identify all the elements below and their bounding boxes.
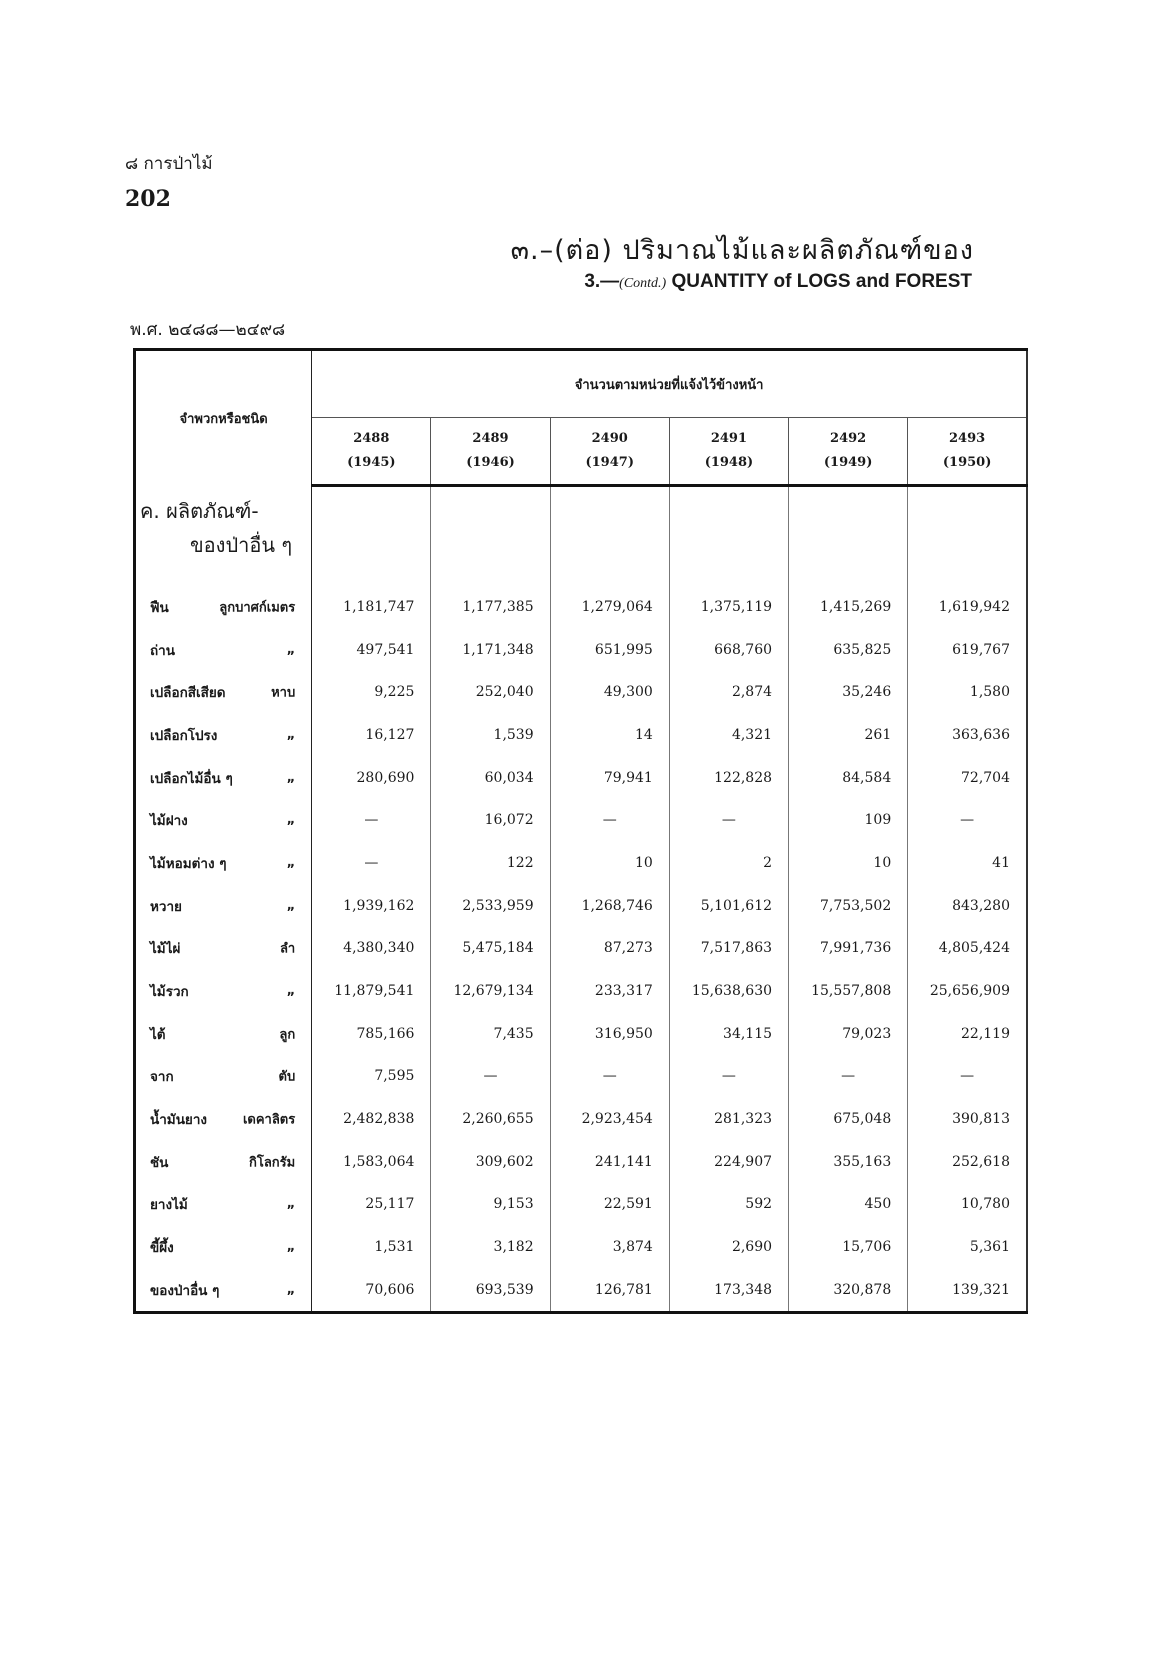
row-category	[135, 970, 312, 1013]
row-name: ยางไม้	[150, 1197, 188, 1214]
table-row	[135, 586, 1028, 629]
value-cell: 9,225	[312, 671, 431, 714]
value-cell: 693,539	[431, 1269, 550, 1313]
year-buddhist-era: 2491	[710, 431, 748, 446]
section-heading-line2: ของป่าอื่น ๆ	[190, 532, 293, 557]
value-cell: 675,048	[789, 1098, 908, 1141]
value-cell: 1,375,119	[669, 586, 788, 629]
value-cell: 16,127	[312, 714, 431, 757]
value-cell: —	[431, 1055, 550, 1098]
value-cell: 84,584	[789, 756, 908, 799]
table-row	[135, 1012, 1028, 1055]
row-category	[135, 1012, 312, 1055]
value-cell: 1,268,746	[550, 884, 669, 927]
value-cell: 668,760	[669, 628, 788, 671]
row-name: ไม้ฝาง	[150, 813, 188, 830]
value-cell: 41	[992, 854, 1010, 871]
value-cell: 70,606	[312, 1269, 431, 1313]
value-cell: —	[789, 1055, 908, 1098]
table-row	[135, 1098, 1028, 1141]
row-unit: „	[286, 770, 296, 786]
value-cell: 10	[789, 842, 908, 885]
table-title-text: QUANTITY of LOGS and FOREST	[671, 271, 972, 292]
year-common-era: (1947)	[585, 455, 634, 470]
row-category	[135, 586, 312, 629]
row-name: ไต้	[150, 1026, 166, 1043]
value-cell: 122,828	[669, 756, 788, 799]
row-unit: „	[286, 898, 296, 914]
table-row	[135, 714, 1028, 757]
value-cell: 2,533,959	[431, 884, 550, 927]
row-name: ไม้รวก	[150, 984, 189, 1001]
value-cell: 7,517,863	[669, 927, 788, 970]
value-cell: 173,348	[669, 1269, 788, 1313]
row-name: จาก	[150, 1069, 174, 1086]
value-cell: 25,117	[312, 1183, 431, 1226]
value-cell: 281,323	[669, 1098, 788, 1141]
row-unit: „	[286, 983, 296, 999]
year-header	[789, 418, 908, 486]
value-cell: —	[550, 1055, 669, 1098]
value-cell: 363,636	[952, 726, 1010, 743]
row-category	[135, 1140, 312, 1183]
value-cell: 7,991,736	[789, 927, 908, 970]
row-name: เปลือกสีเสียด	[150, 685, 226, 702]
row-category	[135, 842, 312, 885]
row-name: ไม้ไผ่	[150, 941, 181, 958]
value-cell: 3,874	[550, 1226, 669, 1269]
row-category	[135, 884, 312, 927]
value-cell: 3,182	[431, 1226, 550, 1269]
year-buddhist-era: 2489	[472, 431, 509, 446]
value-cell: —	[550, 799, 669, 842]
value-cell: 4,380,340	[312, 927, 431, 970]
value-cell: 1,583,064	[312, 1140, 431, 1183]
table-row	[135, 1183, 1028, 1226]
row-name: หวาย	[150, 898, 182, 915]
value-cell: 35,246	[789, 671, 908, 714]
row-name: ฟืน	[150, 599, 169, 616]
value-cell: 79,941	[550, 756, 669, 799]
year-common-era: (1950)	[942, 455, 992, 470]
year-header	[312, 418, 431, 486]
value-cell: 1,531	[312, 1226, 431, 1269]
row-name: น้ำมันยาง	[150, 1112, 208, 1129]
continued-label: (Contd.)	[619, 276, 667, 291]
value-cell: 4,321	[669, 714, 788, 757]
value-cell: —	[669, 799, 788, 842]
value-cell: 1,580	[969, 684, 1010, 701]
row-unit: „	[286, 1196, 296, 1212]
year-buddhist-era: 2490	[591, 431, 628, 446]
value-cell: 14	[550, 714, 669, 757]
era-range: พ.ศ. ๒๔๘๘—๒๔๙๘	[130, 320, 286, 340]
value-cell: 224,907	[669, 1140, 788, 1183]
table-row	[135, 1055, 1028, 1098]
value-cell: 15,638,630	[669, 970, 788, 1013]
year-common-era: (1949)	[823, 455, 873, 470]
value-cell: 22,591	[550, 1183, 669, 1226]
year-buddhist-era: 2488	[353, 431, 390, 446]
year-buddhist-era: 2492	[830, 431, 867, 446]
value-cell: 309,602	[431, 1140, 550, 1183]
value-cell: 5,101,612	[669, 884, 788, 927]
value-cell: 7,435	[431, 1012, 550, 1055]
table-row	[135, 799, 1028, 842]
row-unit: เดคาลิตร	[242, 1112, 296, 1128]
row-unit: „	[286, 1282, 296, 1298]
value-cell: 72,704	[961, 769, 1010, 786]
row-category	[135, 671, 312, 714]
value-cell: 139,321	[952, 1281, 1010, 1298]
row-category	[135, 799, 312, 842]
row-category	[135, 756, 312, 799]
value-cell: 785,166	[312, 1012, 431, 1055]
table-row	[135, 1269, 1028, 1313]
table-row	[135, 671, 1028, 714]
value-cell: —	[312, 842, 431, 885]
table-row	[135, 756, 1028, 799]
value-cell: 4,805,424	[938, 940, 1010, 957]
table-row	[135, 970, 1028, 1013]
row-category	[135, 714, 312, 757]
value-cell: 635,825	[789, 628, 908, 671]
value-cell: 1,171,348	[431, 628, 550, 671]
value-cell: 10	[550, 842, 669, 885]
section-row	[135, 486, 1028, 586]
value-cell: 5,475,184	[431, 927, 550, 970]
value-cell: 12,679,134	[431, 970, 550, 1013]
section-heading	[135, 486, 312, 586]
row-name: ชัน	[150, 1154, 169, 1171]
row-category	[135, 927, 312, 970]
row-category	[135, 1226, 312, 1269]
row-category	[135, 1098, 312, 1141]
value-cell: 87,273	[550, 927, 669, 970]
row-unit: „	[286, 727, 296, 743]
table-row	[135, 927, 1028, 970]
value-cell: 843,280	[952, 897, 1010, 914]
value-cell: 15,557,808	[789, 970, 908, 1013]
year-header	[669, 418, 788, 486]
value-cell: 651,995	[550, 628, 669, 671]
value-cell: 280,690	[312, 756, 431, 799]
value-cell: 122	[431, 842, 550, 885]
row-name: เปลือกโปรง	[150, 727, 218, 744]
table-row	[135, 884, 1028, 927]
value-cell: —	[669, 1055, 788, 1098]
row-unit: „	[286, 1239, 296, 1255]
value-cell: 320,878	[789, 1269, 908, 1313]
year-common-era: (1945)	[347, 455, 396, 470]
value-cell: 22,119	[961, 1025, 1010, 1042]
value-cell: 1,539	[431, 714, 550, 757]
table-row	[135, 842, 1028, 885]
value-cell: 450	[789, 1183, 908, 1226]
value-cell: 49,300	[550, 671, 669, 714]
row-unit: กิโลกรัม	[248, 1155, 296, 1171]
table-row	[135, 1140, 1028, 1183]
value-cell: 79,023	[789, 1012, 908, 1055]
value-cell: 2,690	[669, 1226, 788, 1269]
row-name: ถ่าน	[150, 642, 175, 659]
value-cell: 5,361	[969, 1239, 1010, 1256]
value-cell: 1,177,385	[431, 586, 550, 629]
year-common-era: (1948)	[704, 455, 754, 470]
value-cell: 15,706	[789, 1226, 908, 1269]
value-cell: 261	[789, 714, 908, 757]
value-cell: —	[312, 799, 431, 842]
row-category	[135, 1183, 312, 1226]
table-row	[135, 1226, 1028, 1269]
year-header	[550, 418, 669, 486]
value-cell: 2	[669, 842, 788, 885]
row-name: เปลือกไม้อื่น ๆ	[150, 770, 233, 787]
value-cell: 2,874	[669, 671, 788, 714]
row-unit: หาบ	[271, 685, 296, 701]
row-unit: „	[286, 642, 296, 658]
value-cell: 1,181,747	[312, 586, 431, 629]
table-title-english	[584, 271, 972, 293]
value-cell: 241,141	[550, 1140, 669, 1183]
value-cell: 1,415,269	[789, 586, 908, 629]
forest-products-table	[133, 348, 1028, 1318]
value-cell: 9,153	[431, 1183, 550, 1226]
value-cell: 10,780	[961, 1196, 1010, 1213]
value-cell: 16,072	[431, 799, 550, 842]
value-cell: 592	[669, 1183, 788, 1226]
value-cell: 11,879,541	[312, 970, 431, 1013]
value-cell: 619,767	[952, 641, 1010, 658]
row-name: ขี้ผึ้ง	[150, 1240, 174, 1257]
value-cell: 25,656,909	[929, 983, 1010, 1000]
category-column-header: จำพวกหรือชนิด	[135, 350, 312, 486]
value-cell: 2,923,454	[550, 1098, 669, 1141]
table-number: 3.—	[584, 271, 620, 292]
chapter-label: ๘ การป่าไม้	[125, 154, 213, 174]
value-cell: 60,034	[431, 756, 550, 799]
value-cell: 34,115	[669, 1012, 788, 1055]
value-cell: 1,619,942	[938, 598, 1010, 615]
value-cell: 252,618	[952, 1153, 1010, 1170]
page-number: 202	[125, 186, 171, 212]
value-cell: 1,279,064	[550, 586, 669, 629]
row-name: ของป่าอื่น ๆ	[150, 1282, 220, 1299]
year-buddhist-era: 2493	[949, 431, 986, 446]
table-row	[135, 628, 1028, 671]
value-cell: —	[960, 1068, 975, 1085]
table-title-thai: ๓.–(ต่อ) ปริมาณไม้และผลิตภัณฑ์ของ	[510, 235, 974, 266]
value-cell: 1,939,162	[312, 884, 431, 927]
value-cell: 109	[789, 799, 908, 842]
year-header	[908, 418, 1027, 486]
row-unit: „	[286, 812, 296, 828]
row-category	[135, 1055, 312, 1098]
value-cell: 316,950	[550, 1012, 669, 1055]
value-cell: 2,482,838	[312, 1098, 431, 1141]
row-category	[135, 1269, 312, 1313]
value-cell: 126,781	[550, 1269, 669, 1313]
value-cell: 252,040	[431, 671, 550, 714]
value-cell: 355,163	[789, 1140, 908, 1183]
row-name: ไม้หอมต่าง ๆ	[150, 855, 227, 872]
value-cell: —	[960, 812, 975, 829]
year-header	[431, 418, 550, 486]
value-cell: 497,541	[312, 628, 431, 671]
quantity-group-header: จำนวนตามหน่วยที่แจ้งไว้ข้างหน้า	[312, 350, 1027, 418]
section-heading-line1: ค. ผลิตภัณฑ์-	[140, 498, 259, 523]
value-cell: 390,813	[952, 1111, 1010, 1128]
year-common-era: (1946)	[466, 455, 515, 470]
value-cell: 7,595	[312, 1055, 431, 1098]
row-unit: ลูก	[279, 1027, 296, 1043]
row-unit: ตับ	[278, 1069, 296, 1085]
value-cell: 7,753,502	[789, 884, 908, 927]
row-unit: „	[286, 855, 296, 871]
row-category	[135, 628, 312, 671]
value-cell: 2,260,655	[431, 1098, 550, 1141]
row-unit: ลูกบาศก์เมตร	[219, 600, 296, 616]
row-unit: ลำ	[279, 941, 296, 957]
value-cell: 233,317	[550, 970, 669, 1013]
